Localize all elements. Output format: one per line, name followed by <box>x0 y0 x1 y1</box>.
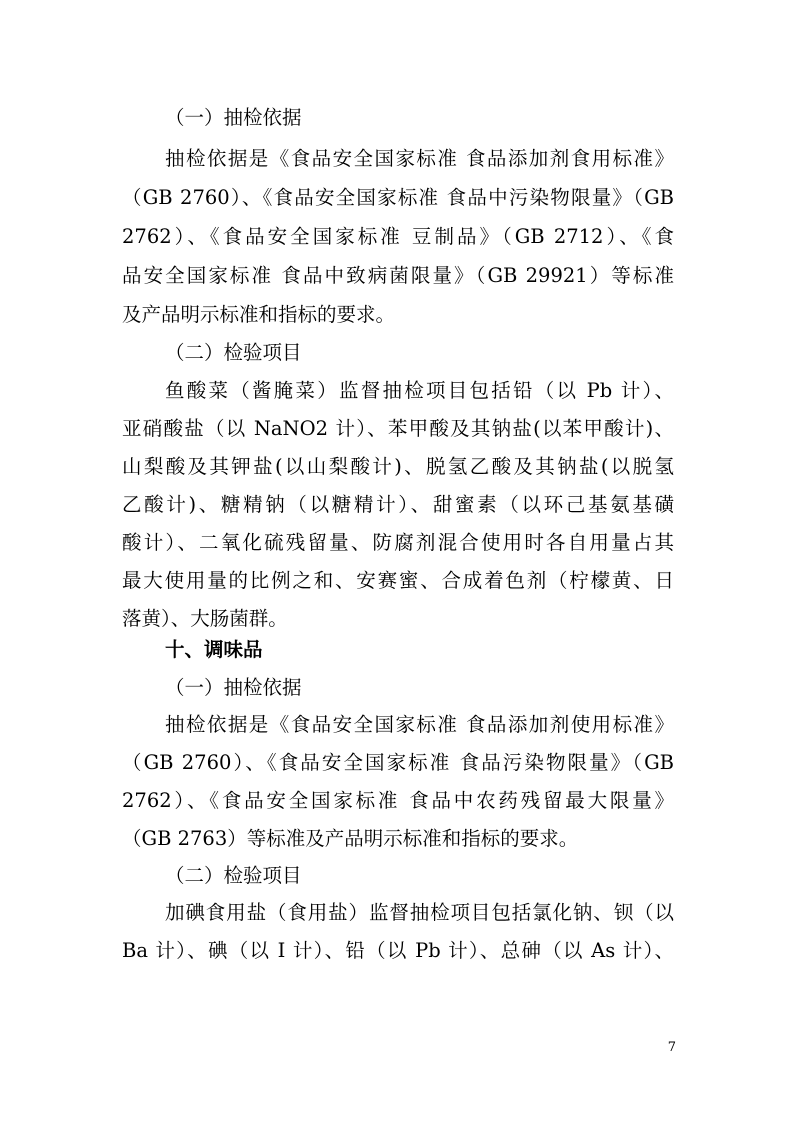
paragraph-line: 2762）、《食品安全国家标准 豆制品》（GB 2712）、《食 <box>122 225 674 248</box>
subheading-test-items: （二）检验项目 <box>165 341 302 364</box>
paragraph-line: 落黄）、大肠菌群。 <box>122 607 288 630</box>
paragraph-line: 乙酸计)、糖精钠（以糖精计）、甜蜜素（以环己基氨基磺 <box>122 493 674 516</box>
paragraph-line: 鱼酸菜（酱腌菜）监督抽检项目包括铅（以 Pb 计）、 <box>165 379 674 402</box>
paragraph-line: 品安全国家标准 食品中致病菌限量》（GB 29921）等标准 <box>122 264 674 287</box>
paragraph-line: 抽检依据是《食品安全国家标准 食品添加剂使用标准》 <box>165 713 674 736</box>
subheading-test-items: （二）检验项目 <box>165 864 302 887</box>
paragraph-line: 酸计）、二氧化硫残留量、防腐剂混合使用时各自用量占其 <box>122 531 674 554</box>
paragraph-line: 及产品明示标准和指标的要求。 <box>122 303 396 326</box>
paragraph-line: 抽检依据是《食品安全国家标准 食品添加剂食用标准》 <box>165 147 674 170</box>
paragraph-line: 加碘食用盐（食用盐）监督抽检项目包括氯化钠、钡（以 <box>165 901 674 924</box>
paragraph-line: Ba 计）、碘（以 I 计）、铅（以 Pb 计）、总砷（以 As 计）、 <box>122 939 674 962</box>
paragraph-line: 最大使用量的比例之和、安赛蜜、合成着色剂（柠檬黄、日 <box>122 569 674 592</box>
paragraph-line: （GB 2763）等标准及产品明示标准和指标的要求。 <box>122 827 579 850</box>
paragraph-line: 亚硝酸盐（以 NaNO2 计）、苯甲酸及其钠盐(以苯甲酸计)、 <box>122 417 674 440</box>
section-heading-condiments: 十、调味品 <box>165 638 263 661</box>
paragraph-line: 山梨酸及其钾盐(以山梨酸计)、脱氢乙酸及其钠盐(以脱氢 <box>122 455 674 478</box>
paragraph-line: 2762）、《食品安全国家标准 食品中农药残留最大限量》 <box>122 789 674 812</box>
paragraph-line: （GB 2760）、《食品安全国家标准 食品污染物限量》（GB <box>122 751 674 774</box>
paragraph-line: （GB 2760）、《食品安全国家标准 食品中污染物限量》（GB <box>122 186 674 209</box>
page-number: 7 <box>667 1040 676 1055</box>
subheading-inspection-basis: （一）抽检依据 <box>165 106 302 129</box>
subheading-inspection-basis: （一）抽检依据 <box>165 676 302 699</box>
